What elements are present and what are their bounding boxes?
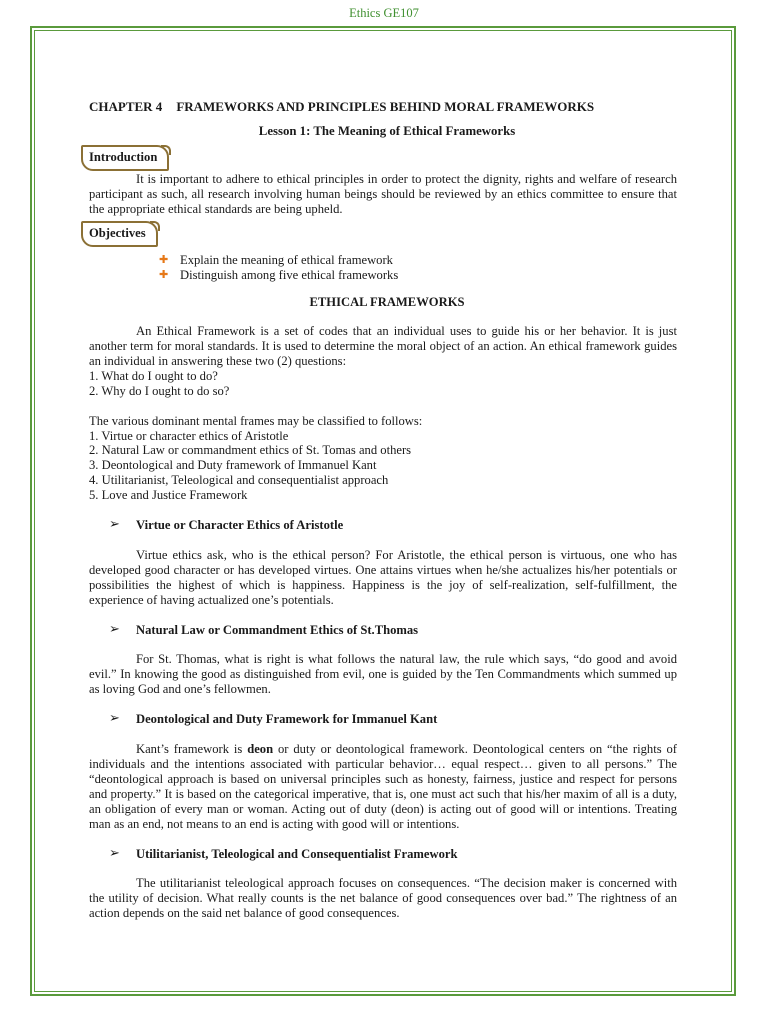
list-item: 4. Utilitarianist, Teleological and consequentialist approach xyxy=(89,473,389,488)
classified-intro: The various dominant mental frames may be classified to follows: xyxy=(89,413,423,428)
chapter-title xyxy=(89,100,677,115)
section-heading-deontological: ➢ Deontological and Duty Framework for Immanuel Kant xyxy=(109,710,438,727)
page-header: Ethics GE107 xyxy=(349,6,419,20)
list-item: 5. Love and Justice Framework xyxy=(89,488,248,503)
lesson-title: Lesson 1: The Meaning of Ethical Frameworks xyxy=(258,123,516,138)
list-item: ✚ Explain the meaning of ethical framework xyxy=(159,253,393,268)
list-item: 1. What do I ought to do? xyxy=(89,368,218,383)
frames-list xyxy=(89,429,677,504)
bullet-icon: ✚ xyxy=(159,269,169,282)
bullet-icon: ✚ xyxy=(159,254,169,267)
list-item: ✚ Distinguish among five ethical frameworks xyxy=(159,268,399,283)
list-item: 3. Deontological and Duty framework of Immanuel Kant xyxy=(89,458,377,473)
chapter-heading: FRAMEWORKS AND PRINCIPLES BEHIND MORAL FRAMEWORKS xyxy=(176,99,595,114)
arrow-bullet-icon: ➢ xyxy=(109,516,120,532)
section-title: ETHICAL FRAMEWORKS xyxy=(309,295,465,310)
arrow-bullet-icon: ➢ xyxy=(109,710,120,726)
list-item: 1. Virtue or character ethics of Aristotle xyxy=(89,428,289,443)
virtue-paragraph: Virtue ethics ask, who is the ethical person? For Aristotle, the ethical person is virtuous, one who has developed good character or has developed virtues. One attains virtues when he/she actualizes his/her potentials or possibilities the highest of which is happiness. Happiness is the joy of self-realization, self-fulfillment, the experience of having actualized one’s potentials. xyxy=(89,547,677,607)
utilitarian-paragraph: The utilitarianist teleological approach focuses on consequences. “The decision maker is concerned with the utility of decision. What really counts is the net balance of good consequences over bad.” The rightness of an action depends on the said net balance of good consequences. xyxy=(89,876,677,921)
introduction-label: Introduction xyxy=(81,145,169,171)
section-heading-natural-law: ➢ Natural Law or Commandment Ethics of St.Thomas xyxy=(109,620,419,637)
section-heading-utilitarian: ➢ Utilitarianist, Teleological and Consequentialist Framework xyxy=(109,844,458,861)
definition-paragraph: An Ethical Framework is a set of codes that an individual uses to guide his or her behavior. It is just another term for moral standards. It is used to determine the moral object of an action. An ethical framework guides an individual in answering these two (2) questions: xyxy=(89,324,677,368)
deontological-paragraph: Kant’s framework is deon or duty or deontological framework. Deontological centers on “the rights of individuals and the intentions associated with particular behavior… equal respect… given to all persons.” The “deontological approach is based on universal principles such as honesty, fairness, justice and respect for persons and property.” It is based on the categorical imperative, that is, one must act such that his/her maxim of all is a duty, an obligation of every man or woman. Acting out of duty (deon) is acting out of good will or intentions. Treating man as an end, not means to an end is acting with good will or intentions. xyxy=(89,742,677,831)
natural-law-paragraph: For St. Thomas, what is right is what follows the natural law, the rule which says, “do good and avoid evil.” In knowing the good as distinguished from evil, one is guided by the Ten Commandments which summed up as loving God and one’s fellowmen. xyxy=(89,652,677,697)
objectives-list xyxy=(159,253,677,283)
list-item: 2. Why do I ought to do so? xyxy=(89,383,230,398)
list-item: 2. Natural Law or commandment ethics of St. Tomas and others xyxy=(89,443,412,458)
section-heading-virtue: ➢ Virtue or Character Ethics of Aristotle xyxy=(109,516,344,533)
questions-list xyxy=(89,369,677,399)
arrow-bullet-icon: ➢ xyxy=(109,620,120,636)
deon-term: deon xyxy=(247,742,274,757)
chapter-number: CHAPTER 4 xyxy=(89,99,163,114)
arrow-bullet-icon: ➢ xyxy=(109,844,120,860)
document-body xyxy=(89,100,677,921)
objectives-label: Objectives xyxy=(81,221,158,247)
introduction-text: It is important to adhere to ethical principles in order to protect the dignity, rights and welfare of research participant as such, all research involving human beings should be reviewed by an ethics committee to ensure that the appropriate ethical standards are being upheld. xyxy=(89,171,677,216)
